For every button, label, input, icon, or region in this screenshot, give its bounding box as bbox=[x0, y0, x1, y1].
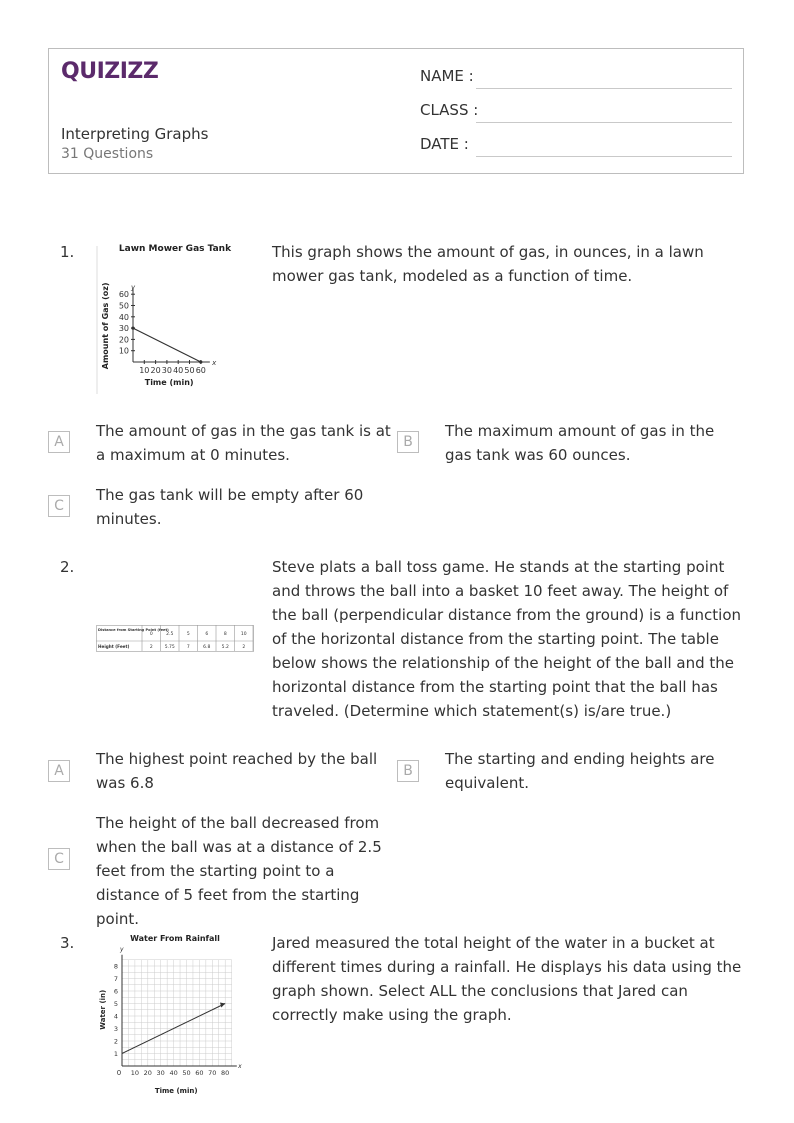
table-2-distance-cell: 10 bbox=[240, 632, 247, 637]
name-field[interactable] bbox=[420, 67, 732, 89]
table-2-distance-cell: 5 bbox=[186, 632, 190, 637]
chart-1-x-letter: x bbox=[212, 359, 217, 367]
chart-3-y-tick-label: 5 bbox=[113, 1000, 118, 1008]
chart-3-y-tick-label: 3 bbox=[113, 1025, 118, 1033]
name-line[interactable] bbox=[476, 88, 732, 89]
chart-3-y-tick-label: 2 bbox=[113, 1037, 118, 1046]
chart-1-point bbox=[199, 360, 202, 363]
q1-option-c-box[interactable]: C bbox=[48, 495, 70, 517]
date-line[interactable] bbox=[476, 156, 732, 157]
q2-option-c-box[interactable]: C bbox=[48, 848, 70, 870]
chart-3-origin-label: 0 bbox=[116, 1069, 122, 1077]
chart-3-x-tick-label: 20 bbox=[143, 1069, 152, 1077]
chart-1-title: Lawn Mower Gas Tank bbox=[118, 244, 232, 254]
chart-3-xlabel: Time (min) bbox=[154, 1087, 198, 1095]
chart-1-ylabel: Amount of Gas (oz) bbox=[101, 282, 110, 370]
date-label: DATE : bbox=[420, 135, 469, 153]
chart-1-y-tick-label: 40 bbox=[118, 312, 129, 322]
chart-3-y-tick-label: 8 bbox=[113, 962, 118, 971]
question-1-number: 1. bbox=[60, 243, 75, 261]
table-2-height-cell: 7 bbox=[186, 645, 190, 650]
chart-1-series-line bbox=[133, 328, 201, 362]
chart-3-y-tick-label: 6 bbox=[113, 987, 118, 996]
q1-option-a-text[interactable]: The amount of gas in the gas tank is at a maximum at 0 minutes. bbox=[96, 422, 391, 464]
table-2-height-cell: 5.75 bbox=[164, 645, 175, 650]
q2-option-a-box[interactable]: A bbox=[48, 760, 70, 782]
table-2-distance-cell: 8 bbox=[223, 632, 227, 637]
chart-3-x-tick-label: 40 bbox=[169, 1069, 178, 1077]
table-2-row-header-2: Height (Feet) bbox=[98, 644, 130, 649]
chart-1-x-tick-label: 50 bbox=[184, 366, 195, 375]
date-field[interactable] bbox=[420, 135, 732, 157]
chart-1-x-tick-label: 30 bbox=[161, 366, 172, 375]
chart-1-y-tick-label: 60 bbox=[118, 290, 129, 300]
chart-3-y-tick-label: 7 bbox=[113, 975, 118, 983]
chart-1-y-letter: y bbox=[131, 283, 136, 292]
chart-1-point bbox=[131, 327, 134, 330]
q2-option-b-text[interactable]: The starting and ending heights are equivalent. bbox=[445, 750, 715, 792]
chart-3-x-tick-label: 80 bbox=[221, 1069, 230, 1077]
question-1-text: This graph shows the amount of gas, in ounces, in a lawn mower gas tank, modeled as a function of time. bbox=[272, 243, 704, 285]
q2-option-c-text[interactable]: The height of the ball decreased from when the ball was at a distance of 2.5 feet from the starting point to a distance of 5 feet from the starting point. bbox=[96, 814, 382, 928]
class-line[interactable] bbox=[476, 122, 732, 123]
chart-1-x-tick-label: 40 bbox=[173, 366, 184, 375]
chart-1-x-tick-label: 20 bbox=[150, 366, 161, 375]
table-2-distance-cell: 2.5 bbox=[166, 632, 174, 637]
chart-1-y-tick-label: 20 bbox=[118, 335, 129, 345]
table-2-height-cell: 6.8 bbox=[203, 645, 211, 650]
chart-3-y-tick-label: 4 bbox=[113, 1012, 118, 1021]
chart-3-y-letter: y bbox=[120, 946, 124, 953]
worksheet-title: Interpreting Graphs bbox=[61, 125, 209, 143]
quizizz-logo: QUIZIZZ bbox=[61, 59, 159, 84]
water-rainfall-chart bbox=[95, 928, 255, 1100]
table-2-distance-cell: 0 bbox=[149, 632, 153, 637]
table-2-height-cell: 2 bbox=[242, 645, 246, 650]
table-2-row-header-1: Distance from Starting Point (feet) bbox=[98, 628, 169, 632]
chart-3-x-tick-label: 30 bbox=[156, 1069, 165, 1077]
q1-option-b-box[interactable]: B bbox=[397, 431, 419, 453]
q1-option-b-text[interactable]: The maximum amount of gas in the gas tank was 60 ounces. bbox=[445, 422, 715, 464]
chart-1-xlabel: Time (min) bbox=[144, 378, 194, 387]
chart-1-x-tick-label: 60 bbox=[195, 366, 206, 375]
question-3-text: Jared measured the total height of the water in a bucket at different times during a rainfall. He displays his data using the graph shown. Select ALL the conclusions that Jared can correctly make using the graph. bbox=[272, 934, 742, 1024]
table-2-height-cell: 2 bbox=[149, 645, 153, 650]
chart-3-x-tick-label: 10 bbox=[130, 1069, 140, 1077]
q2-option-b-box[interactable]: B bbox=[397, 760, 419, 782]
chart-3-x-tick-label: 50 bbox=[182, 1069, 191, 1077]
q1-option-a-box[interactable]: A bbox=[48, 431, 70, 453]
ball-toss-table bbox=[96, 625, 254, 655]
question-2-number: 2. bbox=[60, 558, 75, 576]
worksheet-header bbox=[48, 48, 744, 174]
question-2-text: Steve plats a ball toss game. He stands at the starting point and throws the ball into a basket 10 feet away. The height of the ball (perpendicular distance from the ground) is a function of the horizontal distance from the starting point. The table below shows the relationship of the height of the ball and the horizontal distance from the starting point that the ball has traveled. (Determine which statement(s) is/are true.) bbox=[272, 558, 742, 720]
chart-1-y-tick-label: 50 bbox=[118, 301, 129, 311]
name-label: NAME : bbox=[420, 67, 474, 85]
class-label: CLASS : bbox=[420, 101, 479, 119]
chart-1-x-tick-label: 10 bbox=[139, 366, 150, 375]
question-3-number: 3. bbox=[60, 934, 75, 952]
chart-3-x-tick-label: 60 bbox=[195, 1069, 204, 1077]
chart-3-x-tick-label: 70 bbox=[208, 1069, 217, 1077]
chart-1-y-tick-label: 30 bbox=[118, 324, 129, 334]
question-count: 31 Questions bbox=[61, 146, 154, 162]
chart-3-x-letter: x bbox=[238, 1063, 242, 1070]
table-2-distance-cell: 6 bbox=[205, 632, 209, 637]
chart-3-title: Water From Rainfall bbox=[130, 934, 220, 943]
chart-3-ylabel: Water (in) bbox=[99, 989, 107, 1030]
class-field[interactable] bbox=[420, 101, 732, 123]
chart-1-y-tick-label: 10 bbox=[118, 346, 129, 356]
lawn-mower-gas-chart bbox=[95, 238, 245, 396]
q1-option-c-text[interactable]: The gas tank will be empty after 60 minutes. bbox=[96, 486, 364, 528]
chart-3-y-tick-label: 1 bbox=[113, 1050, 118, 1058]
q2-option-a-text[interactable]: The highest point reached by the ball was 6.8 bbox=[96, 750, 378, 792]
table-2-height-cell: 5.2 bbox=[221, 645, 229, 650]
